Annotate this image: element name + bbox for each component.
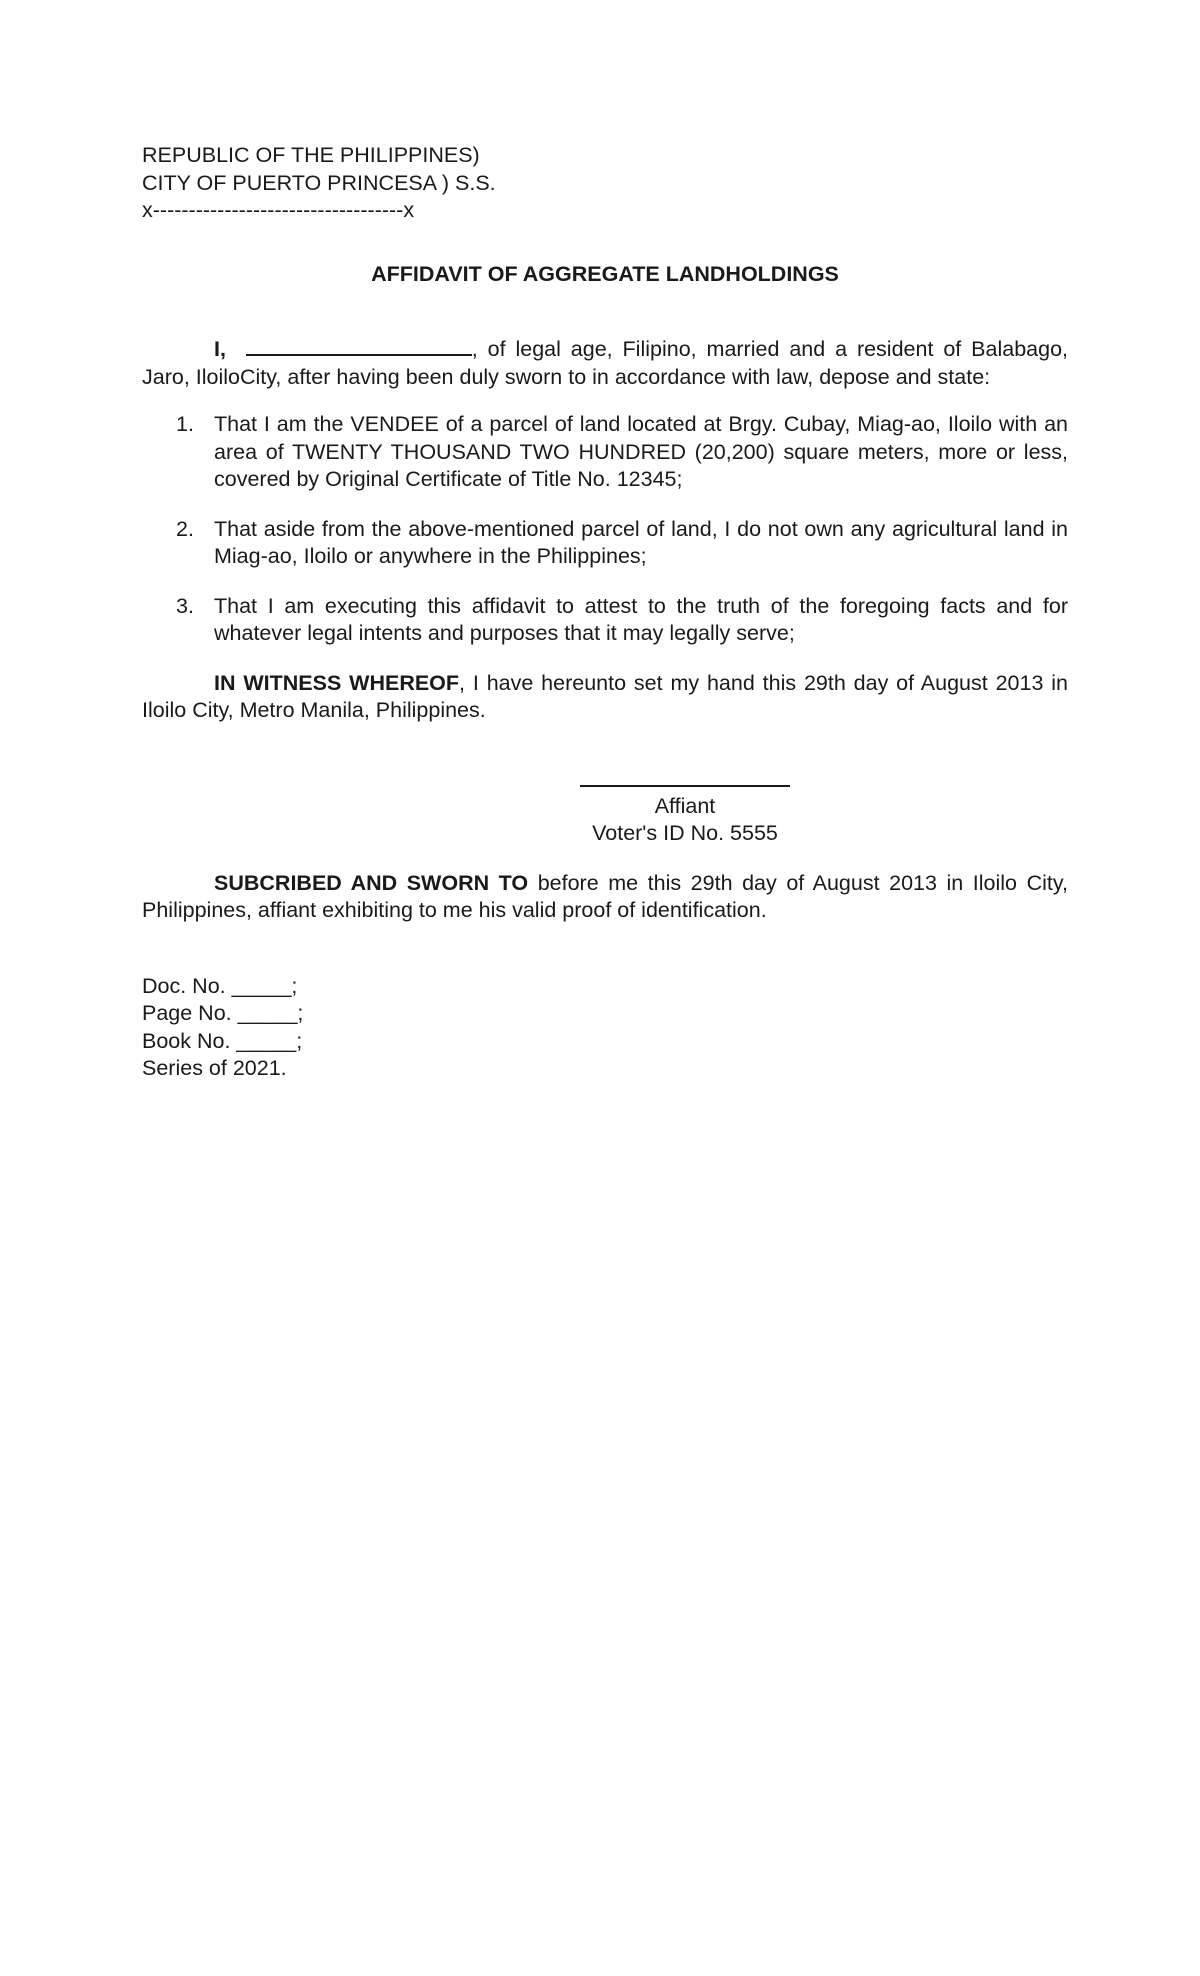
- notarial-register: [142, 973, 1068, 1083]
- list-item-number: 2.: [176, 516, 194, 541]
- list-item-text: That I am executing this affidavit to attest to the truth of the foregoing facts and for whatever legal intents and purposes that it may legally serve;: [214, 593, 1068, 645]
- list-item-number: 1.: [176, 412, 194, 436]
- venue-header: [142, 142, 1068, 225]
- intro-lead: I,: [214, 337, 226, 361]
- witness-text: , I have hereunto set my hand this 29th day of August 2013 in Iloilo City, Metro Manila, Philippines.: [142, 670, 1068, 722]
- page-number: Page No. _____;: [142, 1001, 304, 1025]
- witness-paragraph: [142, 670, 1068, 725]
- series-year: Series of 2021.: [142, 1056, 287, 1080]
- header-divider: x-----------------------------------x: [142, 198, 415, 222]
- signature-line: [580, 783, 790, 787]
- list-item-number: 3.: [176, 593, 194, 618]
- jurat-paragraph: [142, 870, 1068, 925]
- jurat-lead: SUBCRIBED AND SWORN TO: [214, 870, 529, 895]
- list-item-text: That aside from the above-mentioned parcel of land, I do not own any agricultural land in Miag-ao, Iloilo or anywhere in the Philippines;: [214, 516, 1068, 568]
- affiant-name-blank: [246, 332, 472, 356]
- doc-number: Doc. No. _____;: [142, 973, 298, 998]
- document-title: AFFIDAVIT OF AGGREGATE LANDHOLDINGS: [371, 261, 839, 286]
- intro-text: , of legal age, Filipino, married and a resident of Balabago, Jaro, IloiloCity, after having been duly sworn to in accordance with law, depose and state:: [142, 337, 1069, 389]
- witness-lead: IN WITNESS WHEREOF: [214, 670, 460, 695]
- header-city: CITY OF PUERTO PRINCESA ) S.S.: [142, 170, 496, 195]
- header-republic: REPUBLIC OF THE PHILIPPINES): [142, 143, 480, 167]
- list-item: [142, 411, 1068, 494]
- statement-list: [142, 411, 1068, 648]
- signature-block: [142, 783, 1068, 848]
- list-item: [142, 593, 1068, 648]
- list-item: [142, 516, 1068, 571]
- document-body: [142, 142, 1068, 1083]
- book-number: Book No. _____;: [142, 1028, 303, 1053]
- jurat-text: before me this 29th day of August 2013 in Iloilo City, Philippines, affiant exhibiting to me his valid proof of identification.: [142, 870, 1068, 922]
- signature-label: Affiant: [654, 793, 716, 818]
- list-item-text: That I am the VENDEE of a parcel of land located at Brgy. Cubay, Miag-ao, Iloilo with an area of TWENTY THOUSAND TWO HUNDRED (20,200) square meters, more or less, covered by Original Certificate of Title No. 12345;: [214, 412, 1068, 491]
- intro-paragraph: [142, 332, 1068, 391]
- signature-id: Voter's ID No. 5555: [592, 821, 778, 845]
